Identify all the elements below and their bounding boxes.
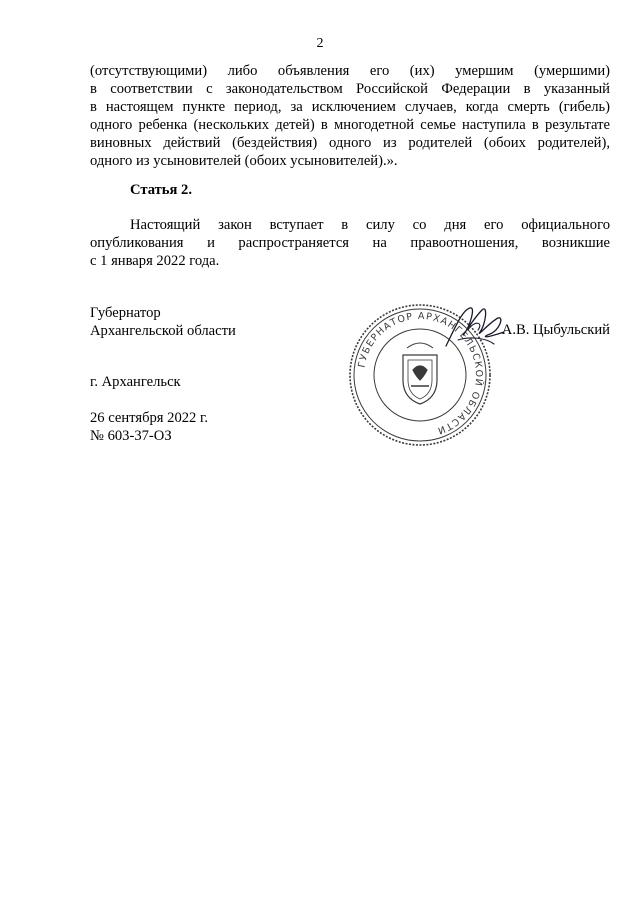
article-heading: Статья 2. xyxy=(130,182,192,198)
signer-title-line: Губернатор xyxy=(90,305,161,321)
signer-title xyxy=(90,304,236,340)
page-number: 2 xyxy=(316,36,324,51)
paragraph-article-2 xyxy=(90,216,610,270)
document-date: 26 сентября 2022 г. xyxy=(90,410,208,426)
coat-of-arms-icon xyxy=(403,343,437,404)
text-line: в настоящем пункте период, за исключением случаев, когда смерть (гибель) xyxy=(90,99,610,115)
text-line: Настоящий закон вступает в силу со дня его официального xyxy=(130,217,610,233)
document-number: № 603-37-ОЗ xyxy=(90,428,172,444)
date-block xyxy=(90,409,208,445)
place: г. Архангельск xyxy=(90,374,181,390)
text-line: одного из усыновителей (обоих усыновителей).». xyxy=(90,153,398,169)
signature-icon xyxy=(440,300,510,360)
text-line: одного ребенка (нескольких детей) в многодетной семье наступила в результате xyxy=(90,117,610,133)
text-line: в соответствии с законодательством Российской Федерации в указанный xyxy=(90,81,610,97)
paragraph-continuation xyxy=(90,62,610,170)
text-line: виновных действий (бездействия) одного из родителей (обоих родителей), xyxy=(90,135,610,151)
text-line: (отсутствующими) либо объявления его (их) умершим (умершими) xyxy=(90,63,610,79)
seal-text: ГУБЕРНАТОР АРХАНГЕЛЬСКОЙ ОБЛАСТИ xyxy=(356,310,485,437)
text-line: опубликования и распространяется на правоотношения, возникшие xyxy=(90,235,610,251)
signer-title-line: Архангельской области xyxy=(90,323,236,339)
signer-name: А.В. Цыбульский xyxy=(501,322,610,338)
text-line: с 1 января 2022 года. xyxy=(90,253,220,269)
